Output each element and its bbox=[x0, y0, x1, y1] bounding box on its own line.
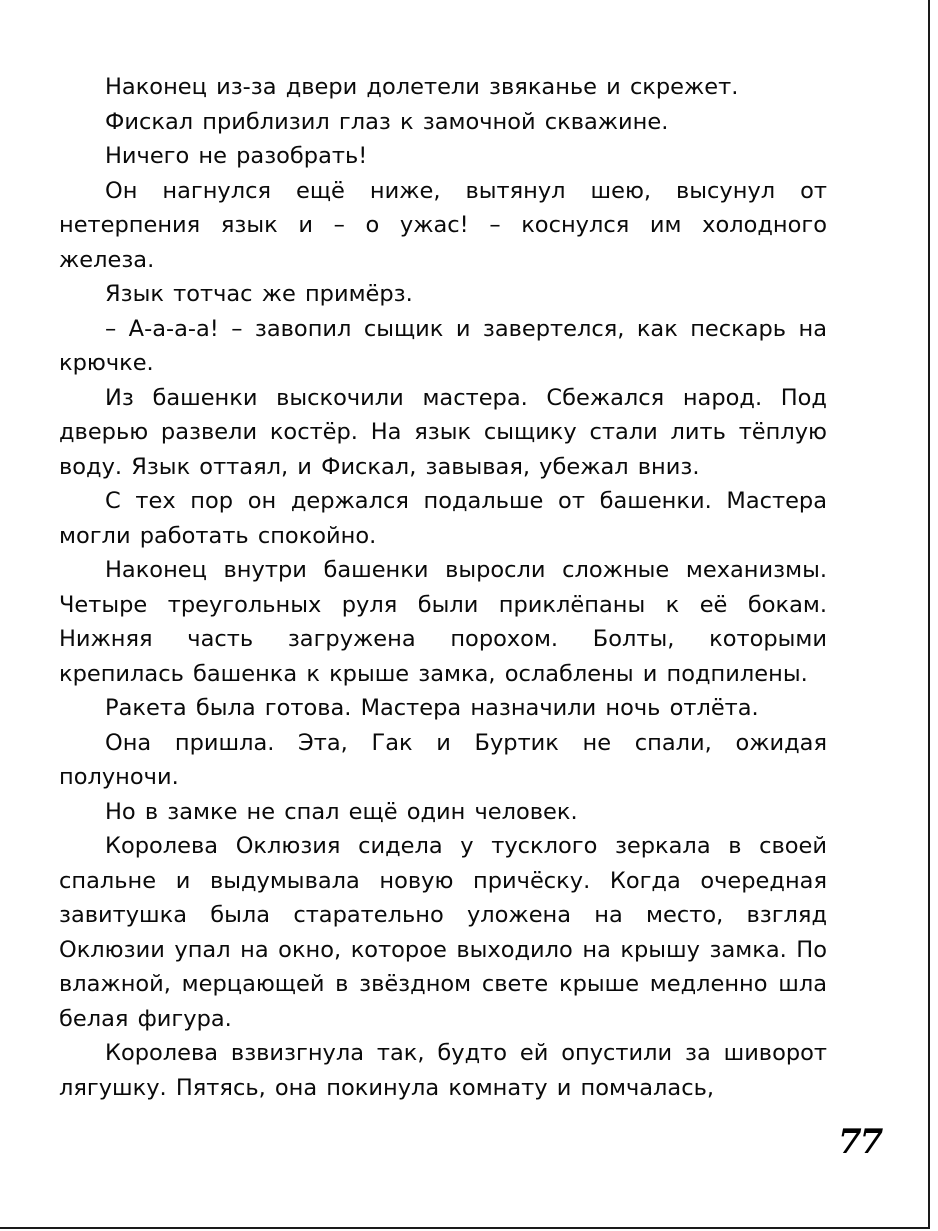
paragraph: Королева взвизгнула так, будто ей опустили за шиворот лягушку. Пятясь, она покинула комнату и помчалась, bbox=[59, 1040, 827, 1101]
paragraph: – А-а-а-а! – завопил сыщик и завертелся, как пескарь на крючке. bbox=[59, 315, 827, 376]
paragraph: Наконец внутри башенки выросли сложные механизмы. Четыре треугольных руля были приклёпаны к её бокам. Нижняя часть загружена порохом. Болты, которыми крепилась башенка к крыше замка, ослаблены и подпилены. bbox=[59, 557, 827, 687]
paragraph: Королева Оклюзия сидела у тусклого зеркала в своей спальне и выдумывала новую причёску. Когда очередная завитушка была старательно уложена на место, взгляд Оклюзии упал на окно, которое выходило на крышу замка. По влажной, мерцающей в звёздном свете крыше медленно шла белая фигура. bbox=[59, 833, 827, 1032]
paragraph: Из башенки выскочили мастера. Сбежался народ. Под дверью развели костёр. На язык сыщику стали лить тёплую воду. Язык оттаял, и Фискал, завывая, убежал вниз. bbox=[59, 384, 827, 480]
paragraph: Он нагнулся ещё ниже, вытянул шею, высунул от нетерпения язык и – о ужас! – коснулся им холодного железа. bbox=[59, 177, 827, 273]
paragraph: Она пришла. Эта, Гак и Буртик не спали, ожидая полуночи. bbox=[59, 729, 827, 790]
paragraph: Ничего не разобрать! bbox=[105, 143, 368, 169]
paragraph: Язык тотчас же примёрз. bbox=[105, 281, 413, 307]
page-text bbox=[59, 70, 827, 1105]
paragraph: С тех пор он держался подальше от башенки. Мастера могли работать спокойно. bbox=[59, 488, 827, 549]
paragraph: Наконец из-за двери долетели звяканье и скрежет. bbox=[105, 74, 739, 100]
paragraph: Фискал приблизил глаз к замочной скважине. bbox=[105, 108, 669, 135]
paragraph: Но в замке не спал ещё один человек. bbox=[105, 798, 578, 825]
page-number: 77 bbox=[838, 1122, 882, 1162]
paragraph: Ракета была готова. Мастера назначили ночь отлёта. bbox=[105, 695, 759, 721]
